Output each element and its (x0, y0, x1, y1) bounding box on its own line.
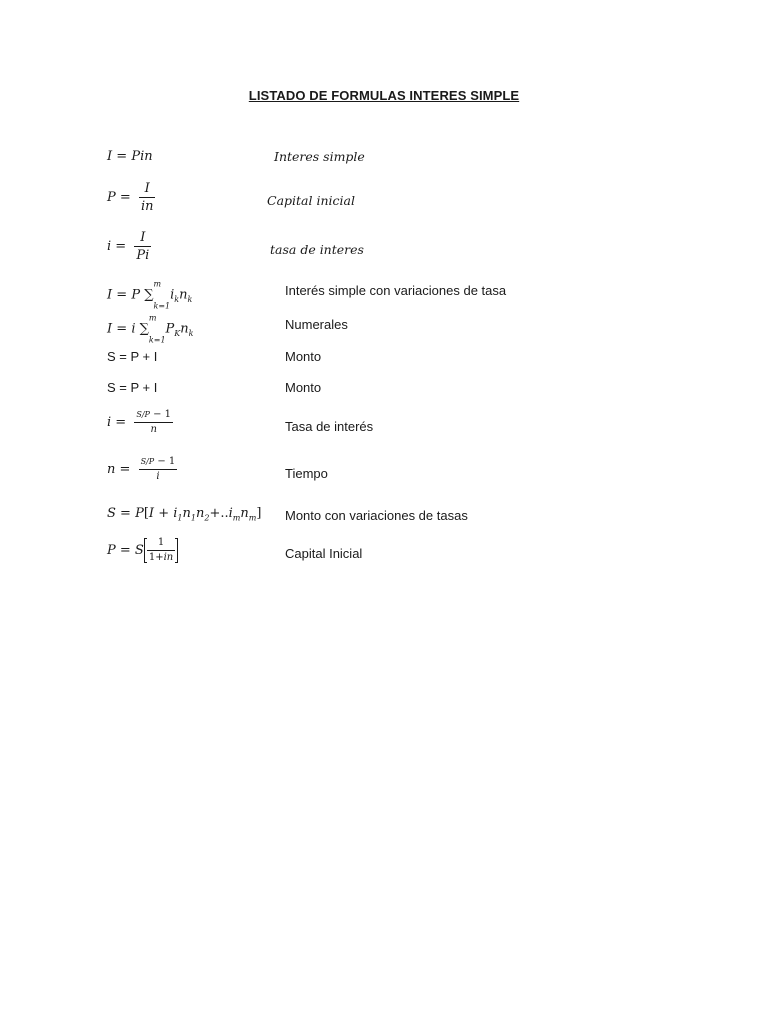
page-title: LISTADO DE FORMULAS INTERES SIMPLE (248, 88, 520, 103)
formula-monto: S = P + I (107, 349, 158, 364)
formula-description: tasa de interes (270, 242, 364, 257)
formula-description: Capital Inicial (285, 546, 363, 561)
formula-monto: S = P + I (107, 380, 158, 395)
formula-numerales: I = i ∑$^m$ $_{k=1}P_Kn_k$ (107, 313, 194, 345)
formula-description: Monto (285, 349, 322, 364)
formula-interes-simple: I = Pin (107, 149, 153, 164)
formula-monto-variaciones: $S = P[I + i_1n_1n_2+..i_mn_m]$ (107, 506, 262, 523)
formula-tiempo: n = $\frac{S/P - 1}{i}$ (107, 456, 176, 482)
formula-description: Monto con variaciones de tasas (285, 508, 468, 523)
formula-description: Monto (285, 380, 322, 395)
formula-description: Tiempo (285, 466, 328, 481)
formula-description: Capital inicial (267, 193, 355, 208)
formula-tasa-de-interes: i = $\frac{I}{Pi}$ (107, 230, 150, 263)
formula-tasa-interes-monto: i = $\frac{S/P - 1}{n}$ (107, 409, 172, 435)
formula-interes-variaciones-tasa: I = P ∑$^m$ $_{k=1}i_kn_k$ (107, 279, 193, 311)
formula-capital-inicial: P = $\frac{I}{in}$ (107, 181, 154, 214)
formula-description: Tasa de interés (285, 419, 374, 434)
formula-capital-inicial-monto: P = S $\frac{1}{1+in}$ (107, 538, 178, 563)
formula-description: Interes simple (274, 149, 365, 164)
formula-description: Interés simple con variaciones de tasa (285, 283, 507, 298)
formula-description: Numerales (285, 317, 348, 332)
